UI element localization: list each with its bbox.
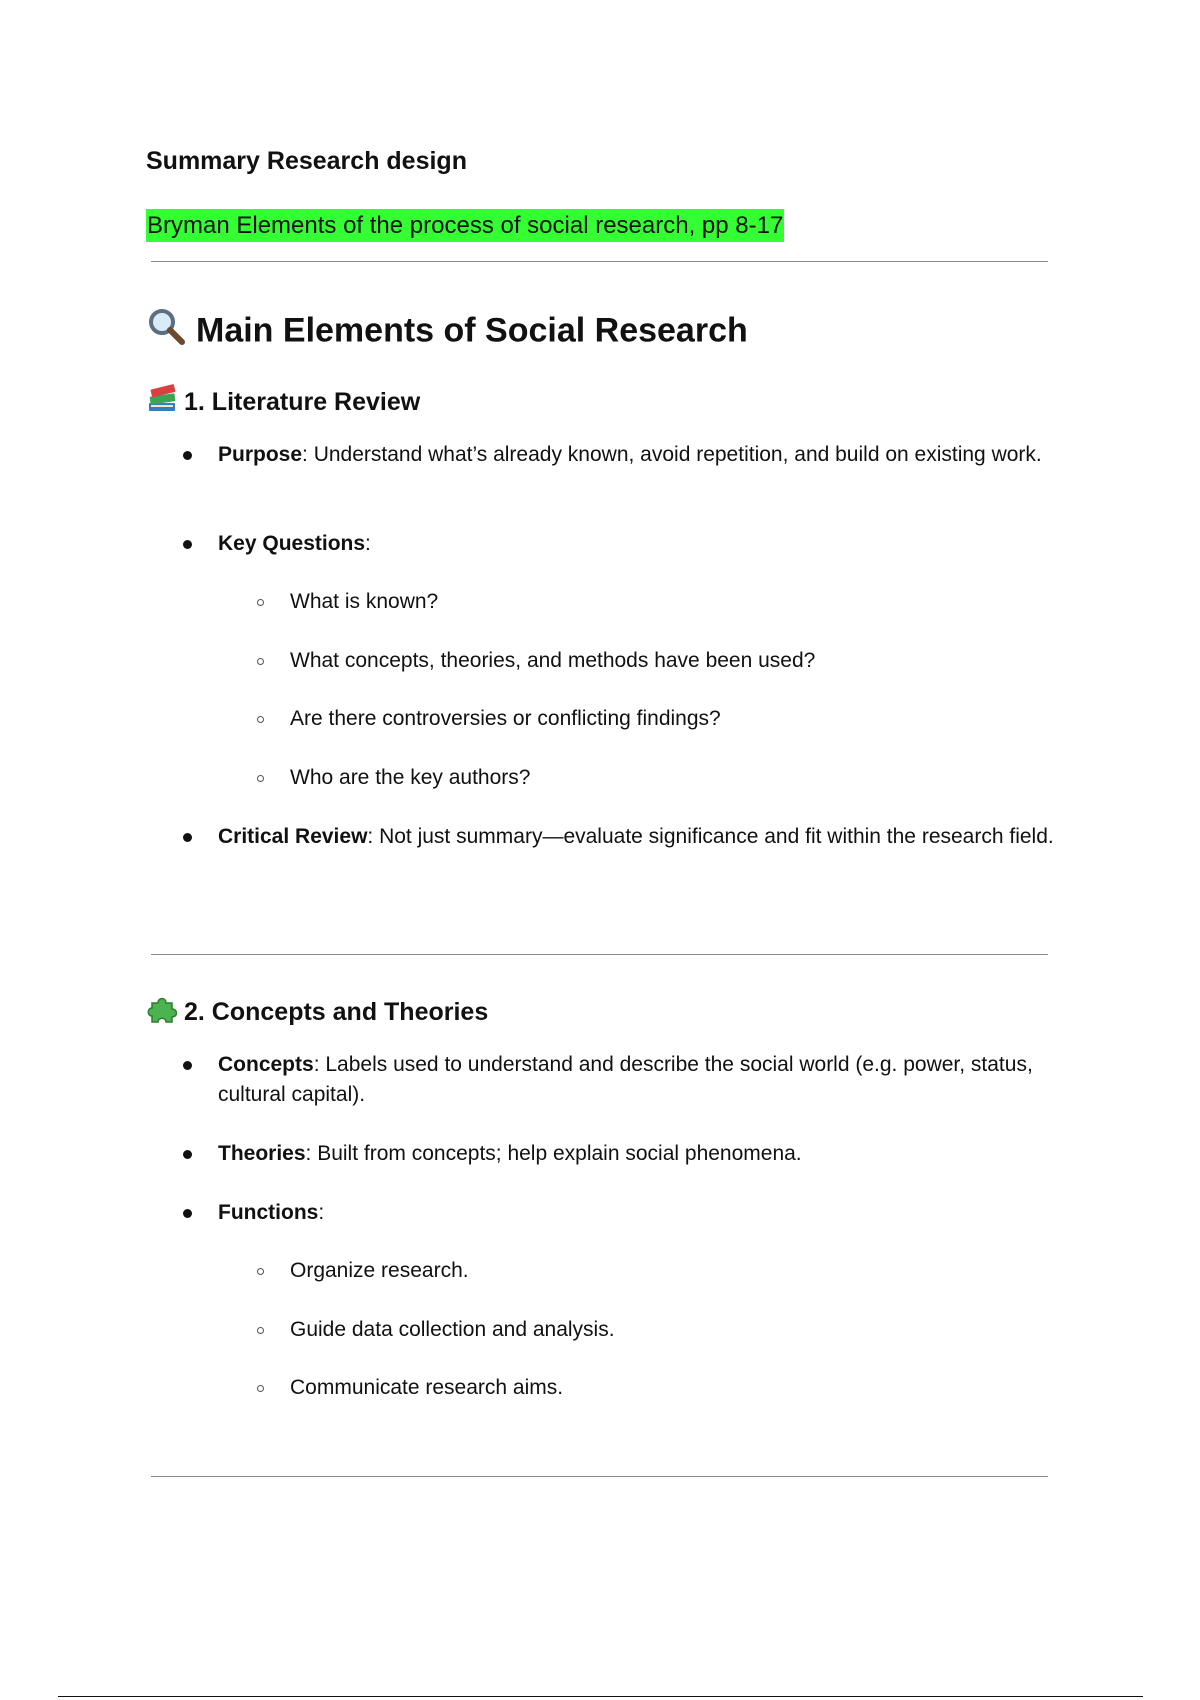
section-heading-concepts-and-theories [146,993,488,1034]
page-bottom-border [58,1696,1143,1697]
item-text: : Labels used to understand and describe the social world (e.g. power, status, cultural capital). [218,1053,1033,1106]
sub-bullet [257,775,264,782]
bullet [183,833,192,842]
sub-list-item: Who are the key authors? [290,766,531,789]
document-title: Summary Research design [146,147,467,175]
item-text: : Understand what’s already known, avoid repetition, and build on existing work. [302,443,1042,466]
horizontal-rule [151,1476,1048,1477]
item-text: : [318,1201,325,1224]
sub-bullet [257,1327,264,1334]
sub-list-item: What is known? [290,590,439,613]
list-item [218,1198,1058,1228]
sub-list-item: Communicate research aims. [290,1376,564,1399]
item-text: : Not just summary—evaluate significance and fit within the research field. [367,825,1054,848]
sub-bullet [257,1385,264,1392]
list-item [218,1139,1058,1169]
list-item [218,529,1058,559]
sub-bullet [257,716,264,723]
bullet [183,451,192,460]
item-term: Purpose [218,443,303,466]
sub-list-item: Are there controversies or conflicting findings? [290,707,721,730]
section-heading-text: 1. Literature Review [184,388,421,417]
main-heading [146,306,748,359]
horizontal-rule [151,261,1048,262]
sub-list-item: Guide data collection and analysis. [290,1318,615,1341]
books-icon [146,383,178,424]
bullet [183,540,192,549]
list-item [218,440,1058,470]
item-term: Theories [218,1142,306,1165]
bullet [183,1061,192,1070]
item-term: Key Questions [218,532,366,555]
main-heading-text: Main Elements of Social Research [196,311,748,350]
bullet [183,1209,192,1218]
item-term: Functions [218,1201,319,1224]
sub-bullet [257,1268,264,1275]
sub-list-item: Organize research. [290,1259,469,1282]
item-text: : Built from concepts; help explain social phenomena. [305,1142,802,1165]
source-reference-highlight: Bryman Elements of the process of social research, pp 8-17 [146,209,784,242]
section-heading-literature-review [146,383,420,424]
section-heading-text: 2. Concepts and Theories [184,998,489,1027]
list-item [218,1050,1058,1110]
bullet [183,1150,192,1159]
sub-list-item: What concepts, theories, and methods have been used? [290,649,816,672]
horizontal-rule [151,954,1048,955]
magnifying-glass-icon [146,306,186,359]
item-term: Concepts [218,1053,314,1076]
item-text: : [365,532,371,555]
sub-bullet [257,599,264,606]
puzzle-piece-icon [146,993,178,1034]
list-item [218,822,1058,852]
item-term: Critical Review [218,825,368,848]
sub-bullet [257,658,264,665]
